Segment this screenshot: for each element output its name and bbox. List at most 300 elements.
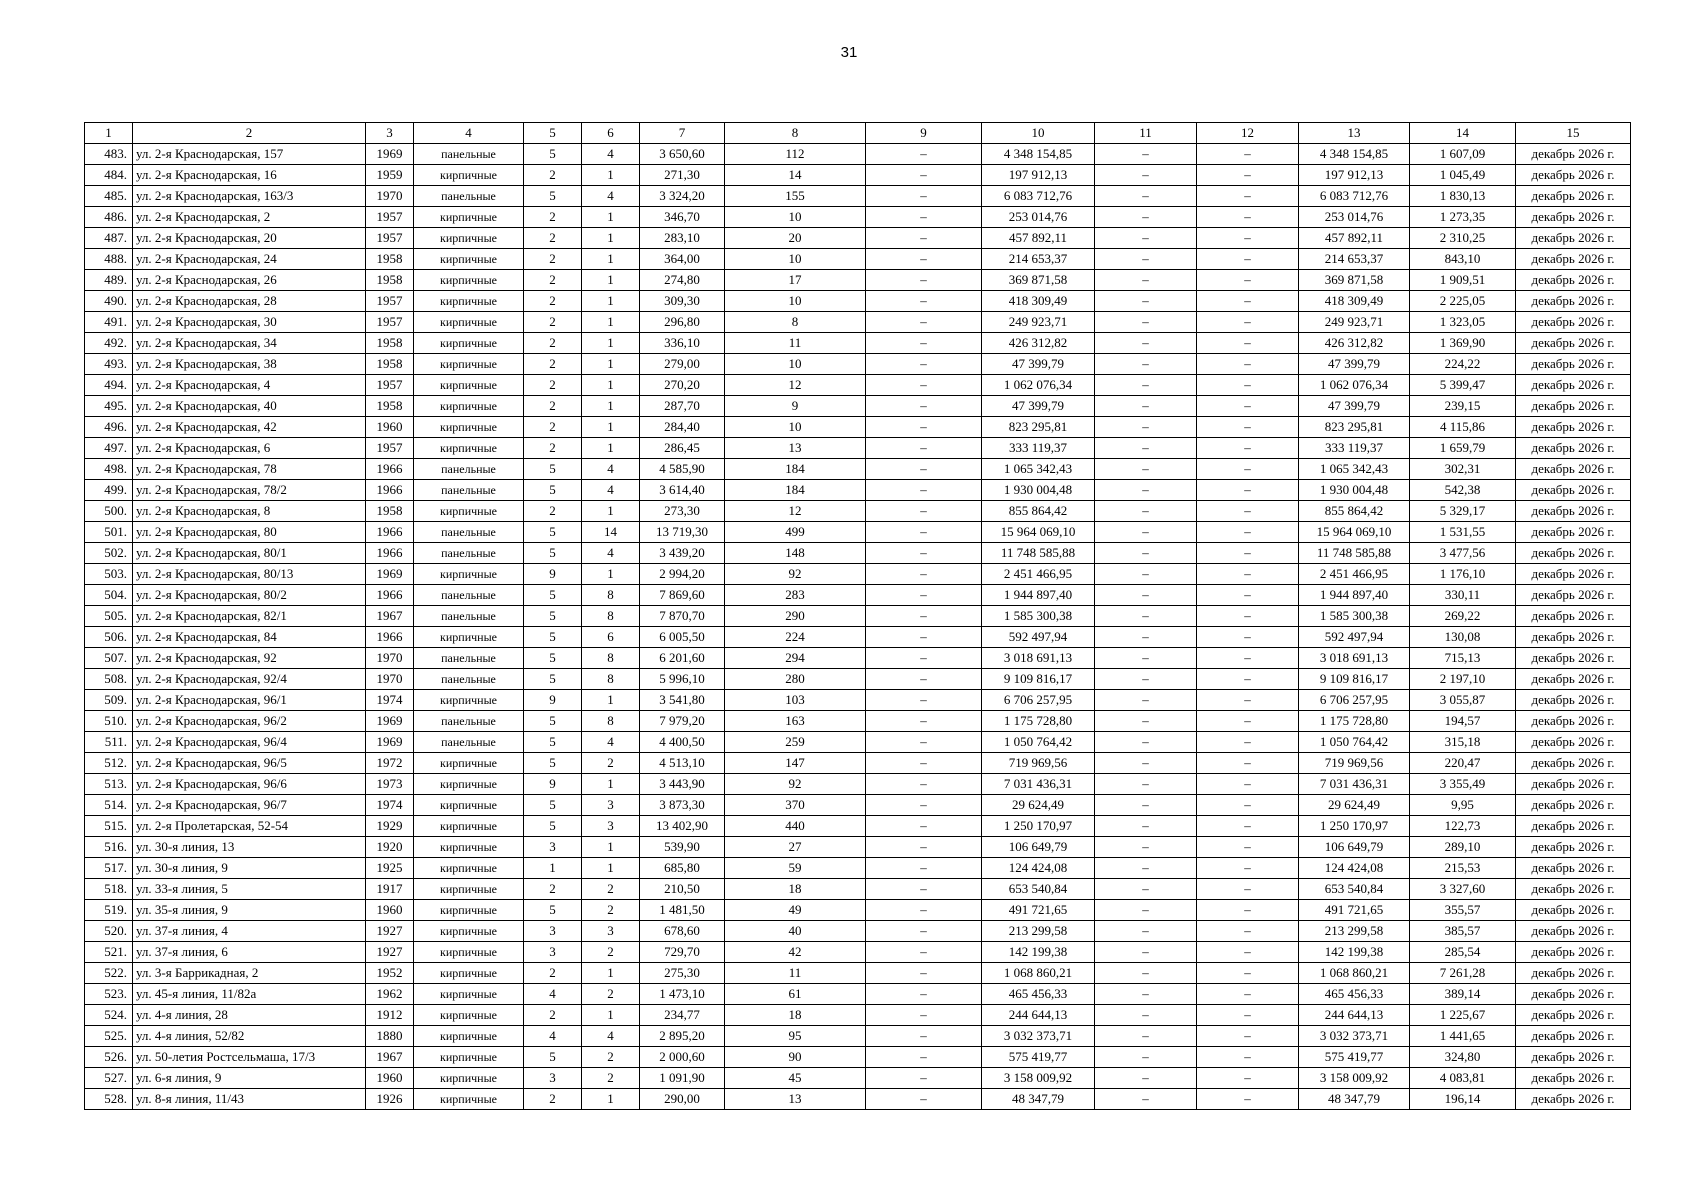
- address-cell: ул. 45-я линия, 11/82а: [133, 984, 366, 1005]
- row-number-cell: 501.: [85, 522, 133, 543]
- residents-cell: 10: [725, 207, 866, 228]
- cell-col11-cell: –: [1095, 354, 1197, 375]
- cell-col12-cell: –: [1197, 375, 1299, 396]
- table-row: [85, 1089, 1631, 1110]
- cost-total-cell: 6 706 257,95: [982, 690, 1095, 711]
- area-cell: 309,30: [640, 291, 725, 312]
- row-number-cell: 511.: [85, 732, 133, 753]
- cost-total-cell: 1 175 728,80: [982, 711, 1095, 732]
- entrances-cell: 8: [582, 669, 640, 690]
- floors-cell: 2: [524, 249, 582, 270]
- cost-col13-cell: 3 032 373,71: [1299, 1026, 1410, 1047]
- deadline-cell: декабрь 2026 г.: [1516, 858, 1631, 879]
- address-cell: ул. 4-я линия, 28: [133, 1005, 366, 1026]
- wall-material-cell: панельные: [414, 144, 524, 165]
- row-number-cell: 524.: [85, 1005, 133, 1026]
- year-built-cell: 1957: [366, 438, 414, 459]
- row-number-cell: 498.: [85, 459, 133, 480]
- column-header: 4: [414, 123, 524, 144]
- cost-col13-cell: 1 944 897,40: [1299, 585, 1410, 606]
- year-built-cell: 1966: [366, 627, 414, 648]
- entrances-cell: 1: [582, 291, 640, 312]
- cost-per-unit-cell: 194,57: [1410, 711, 1516, 732]
- row-number-cell: 502.: [85, 543, 133, 564]
- year-built-cell: 1969: [366, 564, 414, 585]
- cost-total-cell: 15 964 069,10: [982, 522, 1095, 543]
- address-cell: ул. 2-я Краснодарская, 96/2: [133, 711, 366, 732]
- year-built-cell: 1970: [366, 186, 414, 207]
- row-number-cell: 487.: [85, 228, 133, 249]
- year-built-cell: 1957: [366, 312, 414, 333]
- cost-per-unit-cell: 1 531,55: [1410, 522, 1516, 543]
- cell-col9-cell: –: [866, 165, 982, 186]
- cell-col9-cell: –: [866, 732, 982, 753]
- residents-cell: 61: [725, 984, 866, 1005]
- table-row: [85, 354, 1631, 375]
- residents-cell: 280: [725, 669, 866, 690]
- cell-col12-cell: –: [1197, 438, 1299, 459]
- residents-cell: 440: [725, 816, 866, 837]
- floors-cell: 9: [524, 774, 582, 795]
- cost-per-unit-cell: 1 607,09: [1410, 144, 1516, 165]
- entrances-cell: 3: [582, 921, 640, 942]
- floors-cell: 1: [524, 858, 582, 879]
- cost-total-cell: 3 032 373,71: [982, 1026, 1095, 1047]
- table-row: [85, 522, 1631, 543]
- area-cell: 287,70: [640, 396, 725, 417]
- area-cell: 13 402,90: [640, 816, 725, 837]
- cell-col9-cell: –: [866, 1068, 982, 1089]
- address-cell: ул. 37-я линия, 6: [133, 942, 366, 963]
- cell-col9-cell: –: [866, 711, 982, 732]
- entrances-cell: 1: [582, 207, 640, 228]
- address-cell: ул. 2-я Краснодарская, 26: [133, 270, 366, 291]
- area-cell: 3 614,40: [640, 480, 725, 501]
- column-header: 11: [1095, 123, 1197, 144]
- cell-col9-cell: –: [866, 417, 982, 438]
- cost-col13-cell: 1 175 728,80: [1299, 711, 1410, 732]
- cell-col12-cell: –: [1197, 459, 1299, 480]
- cost-col13-cell: 47 399,79: [1299, 396, 1410, 417]
- table-row: [85, 438, 1631, 459]
- address-cell: ул. 2-я Краснодарская, 28: [133, 291, 366, 312]
- cell-col12-cell: –: [1197, 249, 1299, 270]
- deadline-cell: декабрь 2026 г.: [1516, 375, 1631, 396]
- entrances-cell: 8: [582, 711, 640, 732]
- cost-total-cell: 1 068 860,21: [982, 963, 1095, 984]
- cell-col12-cell: –: [1197, 963, 1299, 984]
- area-cell: 286,45: [640, 438, 725, 459]
- deadline-cell: декабрь 2026 г.: [1516, 228, 1631, 249]
- row-number-cell: 484.: [85, 165, 133, 186]
- cost-total-cell: 457 892,11: [982, 228, 1095, 249]
- floors-cell: 2: [524, 333, 582, 354]
- area-cell: 4 400,50: [640, 732, 725, 753]
- cost-total-cell: 47 399,79: [982, 354, 1095, 375]
- row-number-cell: 483.: [85, 144, 133, 165]
- cost-total-cell: 418 309,49: [982, 291, 1095, 312]
- table-row: [85, 459, 1631, 480]
- cell-col11-cell: –: [1095, 816, 1197, 837]
- floors-cell: 5: [524, 753, 582, 774]
- column-header: 1: [85, 123, 133, 144]
- row-number-cell: 500.: [85, 501, 133, 522]
- residents-cell: 112: [725, 144, 866, 165]
- cost-per-unit-cell: 3 477,56: [1410, 543, 1516, 564]
- residents-cell: 92: [725, 564, 866, 585]
- year-built-cell: 1967: [366, 606, 414, 627]
- cost-total-cell: 855 864,42: [982, 501, 1095, 522]
- cost-per-unit-cell: 130,08: [1410, 627, 1516, 648]
- wall-material-cell: кирпичные: [414, 291, 524, 312]
- area-cell: 3 873,30: [640, 795, 725, 816]
- cell-col11-cell: –: [1095, 921, 1197, 942]
- residents-cell: 10: [725, 417, 866, 438]
- cost-per-unit-cell: 389,14: [1410, 984, 1516, 1005]
- cell-col12-cell: –: [1197, 900, 1299, 921]
- address-cell: ул. 2-я Краснодарская, 92: [133, 648, 366, 669]
- cost-col13-cell: 213 299,58: [1299, 921, 1410, 942]
- cell-col11-cell: –: [1095, 543, 1197, 564]
- residents-cell: 259: [725, 732, 866, 753]
- entrances-cell: 4: [582, 144, 640, 165]
- address-cell: ул. 2-я Краснодарская, 30: [133, 312, 366, 333]
- cost-col13-cell: 142 199,38: [1299, 942, 1410, 963]
- area-cell: 6 201,60: [640, 648, 725, 669]
- row-number-cell: 515.: [85, 816, 133, 837]
- cell-col9-cell: –: [866, 438, 982, 459]
- floors-cell: 2: [524, 396, 582, 417]
- row-number-cell: 519.: [85, 900, 133, 921]
- cell-col12-cell: –: [1197, 669, 1299, 690]
- floors-cell: 5: [524, 186, 582, 207]
- wall-material-cell: панельные: [414, 606, 524, 627]
- row-number-cell: 528.: [85, 1089, 133, 1110]
- entrances-cell: 1: [582, 501, 640, 522]
- year-built-cell: 1880: [366, 1026, 414, 1047]
- address-cell: ул. 33-я линия, 5: [133, 879, 366, 900]
- address-cell: ул. 2-я Краснодарская, 96/6: [133, 774, 366, 795]
- deadline-cell: декабрь 2026 г.: [1516, 1026, 1631, 1047]
- cost-total-cell: 142 199,38: [982, 942, 1095, 963]
- cost-per-unit-cell: 1 369,90: [1410, 333, 1516, 354]
- cell-col12-cell: –: [1197, 312, 1299, 333]
- address-cell: ул. 2-я Краснодарская, 42: [133, 417, 366, 438]
- cost-col13-cell: 823 295,81: [1299, 417, 1410, 438]
- floors-cell: 9: [524, 690, 582, 711]
- cell-col9-cell: –: [866, 879, 982, 900]
- row-number-cell: 503.: [85, 564, 133, 585]
- wall-material-cell: кирпичные: [414, 1026, 524, 1047]
- year-built-cell: 1970: [366, 669, 414, 690]
- wall-material-cell: кирпичные: [414, 984, 524, 1005]
- cell-col12-cell: –: [1197, 417, 1299, 438]
- year-built-cell: 1973: [366, 774, 414, 795]
- cost-col13-cell: 2 451 466,95: [1299, 564, 1410, 585]
- cell-col11-cell: –: [1095, 501, 1197, 522]
- cost-col13-cell: 197 912,13: [1299, 165, 1410, 186]
- floors-cell: 2: [524, 270, 582, 291]
- deadline-cell: декабрь 2026 г.: [1516, 816, 1631, 837]
- table-row: [85, 669, 1631, 690]
- residents-cell: 49: [725, 900, 866, 921]
- cell-col11-cell: –: [1095, 144, 1197, 165]
- area-cell: 290,00: [640, 1089, 725, 1110]
- address-cell: ул. 2-я Краснодарская, 163/3: [133, 186, 366, 207]
- deadline-cell: декабрь 2026 г.: [1516, 963, 1631, 984]
- cost-col13-cell: 369 871,58: [1299, 270, 1410, 291]
- wall-material-cell: кирпичные: [414, 900, 524, 921]
- cell-col12-cell: –: [1197, 690, 1299, 711]
- wall-material-cell: кирпичные: [414, 690, 524, 711]
- deadline-cell: декабрь 2026 г.: [1516, 732, 1631, 753]
- cell-col11-cell: –: [1095, 459, 1197, 480]
- cost-total-cell: 249 923,71: [982, 312, 1095, 333]
- column-header: 2: [133, 123, 366, 144]
- year-built-cell: 1920: [366, 837, 414, 858]
- wall-material-cell: кирпичные: [414, 417, 524, 438]
- table-row: [85, 816, 1631, 837]
- cost-total-cell: 4 348 154,85: [982, 144, 1095, 165]
- residents-cell: 184: [725, 459, 866, 480]
- row-number-cell: 514.: [85, 795, 133, 816]
- row-number-cell: 520.: [85, 921, 133, 942]
- deadline-cell: декабрь 2026 г.: [1516, 1047, 1631, 1068]
- entrances-cell: 1: [582, 375, 640, 396]
- area-cell: 7 870,70: [640, 606, 725, 627]
- row-number-cell: 497.: [85, 438, 133, 459]
- deadline-cell: декабрь 2026 г.: [1516, 501, 1631, 522]
- address-cell: ул. 2-я Краснодарская, 16: [133, 165, 366, 186]
- residents-cell: 59: [725, 858, 866, 879]
- deadline-cell: декабрь 2026 г.: [1516, 417, 1631, 438]
- wall-material-cell: панельные: [414, 648, 524, 669]
- cost-per-unit-cell: 220,47: [1410, 753, 1516, 774]
- wall-material-cell: кирпичные: [414, 375, 524, 396]
- wall-material-cell: кирпичные: [414, 1005, 524, 1026]
- page-number: 31: [840, 44, 858, 61]
- deadline-cell: декабрь 2026 г.: [1516, 900, 1631, 921]
- year-built-cell: 1925: [366, 858, 414, 879]
- cell-col9-cell: –: [866, 543, 982, 564]
- deadline-cell: декабрь 2026 г.: [1516, 270, 1631, 291]
- year-built-cell: 1966: [366, 543, 414, 564]
- residents-cell: 45: [725, 1068, 866, 1089]
- table-row: [85, 879, 1631, 900]
- address-cell: ул. 2-я Пролетарская, 52-54: [133, 816, 366, 837]
- residents-cell: 155: [725, 186, 866, 207]
- wall-material-cell: панельные: [414, 522, 524, 543]
- wall-material-cell: кирпичные: [414, 942, 524, 963]
- residents-cell: 10: [725, 249, 866, 270]
- floors-cell: 5: [524, 648, 582, 669]
- cost-per-unit-cell: 215,53: [1410, 858, 1516, 879]
- address-cell: ул. 6-я линия, 9: [133, 1068, 366, 1089]
- cost-per-unit-cell: 715,13: [1410, 648, 1516, 669]
- cost-col13-cell: 4 348 154,85: [1299, 144, 1410, 165]
- cost-col13-cell: 719 969,56: [1299, 753, 1410, 774]
- floors-cell: 3: [524, 942, 582, 963]
- year-built-cell: 1960: [366, 900, 414, 921]
- cell-col11-cell: –: [1095, 1005, 1197, 1026]
- row-number-cell: 491.: [85, 312, 133, 333]
- floors-cell: 2: [524, 375, 582, 396]
- deadline-cell: декабрь 2026 г.: [1516, 774, 1631, 795]
- cell-col9-cell: –: [866, 186, 982, 207]
- deadline-cell: декабрь 2026 г.: [1516, 396, 1631, 417]
- area-cell: 678,60: [640, 921, 725, 942]
- entrances-cell: 4: [582, 1026, 640, 1047]
- cell-col12-cell: –: [1197, 522, 1299, 543]
- floors-cell: 2: [524, 354, 582, 375]
- cell-col12-cell: –: [1197, 732, 1299, 753]
- deadline-cell: декабрь 2026 г.: [1516, 942, 1631, 963]
- cell-col9-cell: –: [866, 228, 982, 249]
- cost-per-unit-cell: 1 441,65: [1410, 1026, 1516, 1047]
- entrances-cell: 3: [582, 816, 640, 837]
- row-number-cell: 517.: [85, 858, 133, 879]
- entrances-cell: 1: [582, 165, 640, 186]
- address-cell: ул. 2-я Краснодарская, 4: [133, 375, 366, 396]
- cost-total-cell: 575 419,77: [982, 1047, 1095, 1068]
- entrances-cell: 1: [582, 1089, 640, 1110]
- cost-total-cell: 2 451 466,95: [982, 564, 1095, 585]
- wall-material-cell: кирпичные: [414, 627, 524, 648]
- cell-col9-cell: –: [866, 774, 982, 795]
- cell-col12-cell: –: [1197, 1068, 1299, 1089]
- cost-per-unit-cell: 302,31: [1410, 459, 1516, 480]
- year-built-cell: 1959: [366, 165, 414, 186]
- wall-material-cell: панельные: [414, 543, 524, 564]
- row-number-cell: 485.: [85, 186, 133, 207]
- cell-col11-cell: –: [1095, 186, 1197, 207]
- wall-material-cell: кирпичные: [414, 1047, 524, 1068]
- table-row: [85, 312, 1631, 333]
- cost-per-unit-cell: 196,14: [1410, 1089, 1516, 1110]
- year-built-cell: 1958: [366, 270, 414, 291]
- wall-material-cell: панельные: [414, 186, 524, 207]
- cost-col13-cell: 1 062 076,34: [1299, 375, 1410, 396]
- deadline-cell: декабрь 2026 г.: [1516, 186, 1631, 207]
- row-number-cell: 489.: [85, 270, 133, 291]
- wall-material-cell: кирпичные: [414, 1089, 524, 1110]
- address-cell: ул. 2-я Краснодарская, 96/5: [133, 753, 366, 774]
- cell-col9-cell: –: [866, 837, 982, 858]
- year-built-cell: 1972: [366, 753, 414, 774]
- cost-total-cell: 253 014,76: [982, 207, 1095, 228]
- cell-col9-cell: –: [866, 312, 982, 333]
- cost-total-cell: 1 930 004,48: [982, 480, 1095, 501]
- cost-total-cell: 197 912,13: [982, 165, 1095, 186]
- cell-col12-cell: –: [1197, 354, 1299, 375]
- cost-total-cell: 1 944 897,40: [982, 585, 1095, 606]
- entrances-cell: 1: [582, 837, 640, 858]
- cost-total-cell: 106 649,79: [982, 837, 1095, 858]
- cell-col12-cell: –: [1197, 627, 1299, 648]
- wall-material-cell: панельные: [414, 732, 524, 753]
- cost-col13-cell: 592 497,94: [1299, 627, 1410, 648]
- cell-col9-cell: –: [866, 669, 982, 690]
- cost-col13-cell: 7 031 436,31: [1299, 774, 1410, 795]
- cell-col12-cell: –: [1197, 921, 1299, 942]
- cost-col13-cell: 418 309,49: [1299, 291, 1410, 312]
- cell-col12-cell: –: [1197, 879, 1299, 900]
- floors-cell: 3: [524, 1068, 582, 1089]
- cost-per-unit-cell: 1 176,10: [1410, 564, 1516, 585]
- year-built-cell: 1926: [366, 1089, 414, 1110]
- deadline-cell: декабрь 2026 г.: [1516, 648, 1631, 669]
- cost-total-cell: 47 399,79: [982, 396, 1095, 417]
- floors-cell: 5: [524, 627, 582, 648]
- floors-cell: 5: [524, 606, 582, 627]
- cell-col12-cell: –: [1197, 858, 1299, 879]
- area-cell: 2 000,60: [640, 1047, 725, 1068]
- year-built-cell: 1957: [366, 207, 414, 228]
- cell-col12-cell: –: [1197, 837, 1299, 858]
- cost-total-cell: 719 969,56: [982, 753, 1095, 774]
- cost-total-cell: 1 065 342,43: [982, 459, 1095, 480]
- wall-material-cell: кирпичные: [414, 1068, 524, 1089]
- cost-col13-cell: 11 748 585,88: [1299, 543, 1410, 564]
- year-built-cell: 1927: [366, 942, 414, 963]
- deadline-cell: декабрь 2026 г.: [1516, 459, 1631, 480]
- floors-cell: 5: [524, 669, 582, 690]
- address-cell: ул. 2-я Краснодарская, 6: [133, 438, 366, 459]
- cell-col11-cell: –: [1095, 375, 1197, 396]
- cell-col12-cell: –: [1197, 816, 1299, 837]
- table-row: [85, 858, 1631, 879]
- table-body: [85, 144, 1631, 1110]
- row-number-cell: 496.: [85, 417, 133, 438]
- cost-total-cell: 29 624,49: [982, 795, 1095, 816]
- cell-col11-cell: –: [1095, 1068, 1197, 1089]
- cost-total-cell: 369 871,58: [982, 270, 1095, 291]
- column-header: 10: [982, 123, 1095, 144]
- table-row: [85, 585, 1631, 606]
- cell-col11-cell: –: [1095, 942, 1197, 963]
- deadline-cell: декабрь 2026 г.: [1516, 627, 1631, 648]
- cell-col12-cell: –: [1197, 1005, 1299, 1026]
- year-built-cell: 1958: [366, 249, 414, 270]
- area-cell: 5 996,10: [640, 669, 725, 690]
- floors-cell: 2: [524, 312, 582, 333]
- cell-col11-cell: –: [1095, 564, 1197, 585]
- entrances-cell: 1: [582, 312, 640, 333]
- cell-col11-cell: –: [1095, 291, 1197, 312]
- cell-col11-cell: –: [1095, 900, 1197, 921]
- cost-total-cell: 491 721,65: [982, 900, 1095, 921]
- cost-per-unit-cell: 5 399,47: [1410, 375, 1516, 396]
- cell-col11-cell: –: [1095, 963, 1197, 984]
- cell-col12-cell: –: [1197, 1026, 1299, 1047]
- row-number-cell: 523.: [85, 984, 133, 1005]
- wall-material-cell: кирпичные: [414, 774, 524, 795]
- cell-col11-cell: –: [1095, 522, 1197, 543]
- column-header: 6: [582, 123, 640, 144]
- cell-col9-cell: –: [866, 606, 982, 627]
- cell-col12-cell: –: [1197, 207, 1299, 228]
- area-cell: 234,77: [640, 1005, 725, 1026]
- residents-cell: 13: [725, 438, 866, 459]
- residents-cell: 10: [725, 354, 866, 375]
- cost-col13-cell: 1 050 764,42: [1299, 732, 1410, 753]
- cost-total-cell: 333 119,37: [982, 438, 1095, 459]
- cell-col9-cell: –: [866, 1026, 982, 1047]
- area-cell: 3 439,20: [640, 543, 725, 564]
- table-row: [85, 564, 1631, 585]
- cell-col12-cell: –: [1197, 585, 1299, 606]
- cell-col9-cell: –: [866, 921, 982, 942]
